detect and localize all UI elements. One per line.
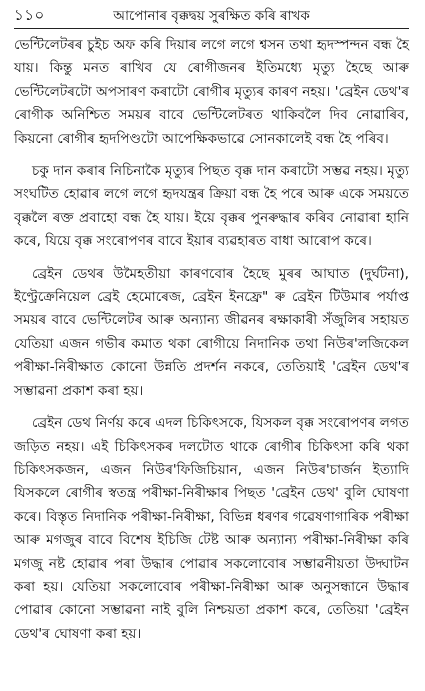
body-text — [14, 34, 409, 655]
running-title: আপোনাৰ বৃক্কদ্বয় সুৰক্ষিত কৰি ৰাখক — [113, 7, 310, 24]
paragraph-brain-death-diagnosis: ব্ৰেইন ডেথ নিৰ্ণয় কৰে এদল চিকিৎসকে, যিসকল বৃক্ক সংৰোপণৰ লগত জড়িত নহয়। এই চিকিৎসকৰ দলটোত থাকে ৰোগীৰ চিকিৎসা কৰি থকা চিকিৎসকজন, এজন নিউৰ'ফিজিচিয়ান, এজন নিউৰ'চাৰ্জন ইত্যাদি যিসকলে ৰোগীৰ স্বতন্ত্ৰ পৰীক্ষা-নিৰীক্ষাৰ পিছত 'ব্ৰেইন ডেথ' বুলি ঘোষণা কৰে। বিস্তৃত নিদানিক পৰীক্ষা-নিৰীক্ষা, বিভিন্ন ধৰণৰ গৱেষণাগাৰিক পৰীক্ষা আৰু মগজুৰ বাবে বিশেষ ইচিজি টেষ্ট আৰু অন্যান্য পৰীক্ষা-নিৰীক্ষা কৰি মগজু নষ্ট হোৱাৰ পৰা উদ্ধাৰ পোৱাৰ সকলোবোৰ সম্ভাৱনীয়তা উদ্ঘাটন কৰা হয়। যেতিয়া সকলোবোৰ পৰীক্ষা-নিৰীক্ষা আৰু অনুসন্ধানে উদ্ধাৰ পোৱাৰ কোনো সম্ভাৱনা নাই বুলি নিশ্চয়তা প্ৰকাশ কৰে, তেতিয়া 'ব্ৰেইন ডেথ'ৰ ঘোষণা কৰা হয়। — [14, 415, 409, 642]
paragraph-kidney-donation: চকু দান কৰাৰ নিচিনাকৈ মৃত্যুৰ পিছত বৃক্ক দান কৰাটো সম্ভৱ নহয়। মৃত্যু সংঘটিত হোৱাৰ লগে লগে হৃদযন্ত্ৰৰ ক্ৰিয়া বন্ধ হৈ পৰে আৰু একে সময়তে বৃক্কলৈ ৰক্ত প্ৰবাহো বন্ধ হৈ যায়। ইয়ে বৃক্কৰ পুনৰুদ্ধাৰ কৰিব নোৱাৰা হানি কৰে, যিয়ে বৃক্ক সংৰোপণৰ বাবে ইয়াৰ ব্যৱহাৰত বাধা আৰোপ কৰে। — [14, 163, 409, 250]
page-number: ১১০ — [14, 5, 45, 24]
paragraph-ventilator: ভেন্টিলেটৰৰ চুইচ অফ কৰি দিয়াৰ লগে লগে শ্বসন তথা হৃদস্পন্দন বন্ধ হৈ যায়। কিন্তু মনত ৰাখিব যে ৰোগীজনৰ ইতিমধ্যে মৃত্যু হৈছে আৰু ভেন্টিলেটৰটো অপসাৰণ কৰাটো ৰোগীৰ মৃত্যুৰ কাৰণ নহয়। 'ব্ৰেইন ডেথ'ৰ ৰোগীক অনিশ্চিত সময়ৰ বাবে ভেন্টিলেটৰত থাকিবলৈ দিব নোৱাৰিব, কিয়নো ৰোগীৰ হৃদপিণ্ডটো আপেক্ষিকভাৱে সোনকালেই বন্ধ হৈ পৰিব। — [14, 37, 409, 147]
paragraph-brain-death-causes: ব্ৰেইন ডেথৰ উমৈহতীয়া কাৰণবোৰ হৈছে মুৰৰ আঘাত (দুৰ্ঘটনা), ইণ্ট্ৰেক্ৰেনিয়েল ব্ৰেই হেমোৰেজ, ব্ৰেইন ইনফ্ৰে" ৰু ব্ৰেইন টিউমাৰ পৰ্যাপ্ত সময়ৰ বাবে ভেন্টিলেটৰ আৰু অন্যান্য জীৱনৰ ৰক্ষাকাৰী সঁজুলিৰ সহায়ত যেতিয়া এজন গভীৰ কমাত থকা ৰোগীয়ে নিদানিক তথা নিউৰ'লজিকেল পৰীক্ষা-নিৰীক্ষাত কোনো উন্নতি প্ৰদৰ্শন নকৰে, তেতিয়াই 'ব্ৰেইন ডেথ'ৰ সম্ভাৱনা প্ৰকাশ কৰা হয়। — [14, 265, 409, 399]
page-header — [14, 4, 409, 29]
